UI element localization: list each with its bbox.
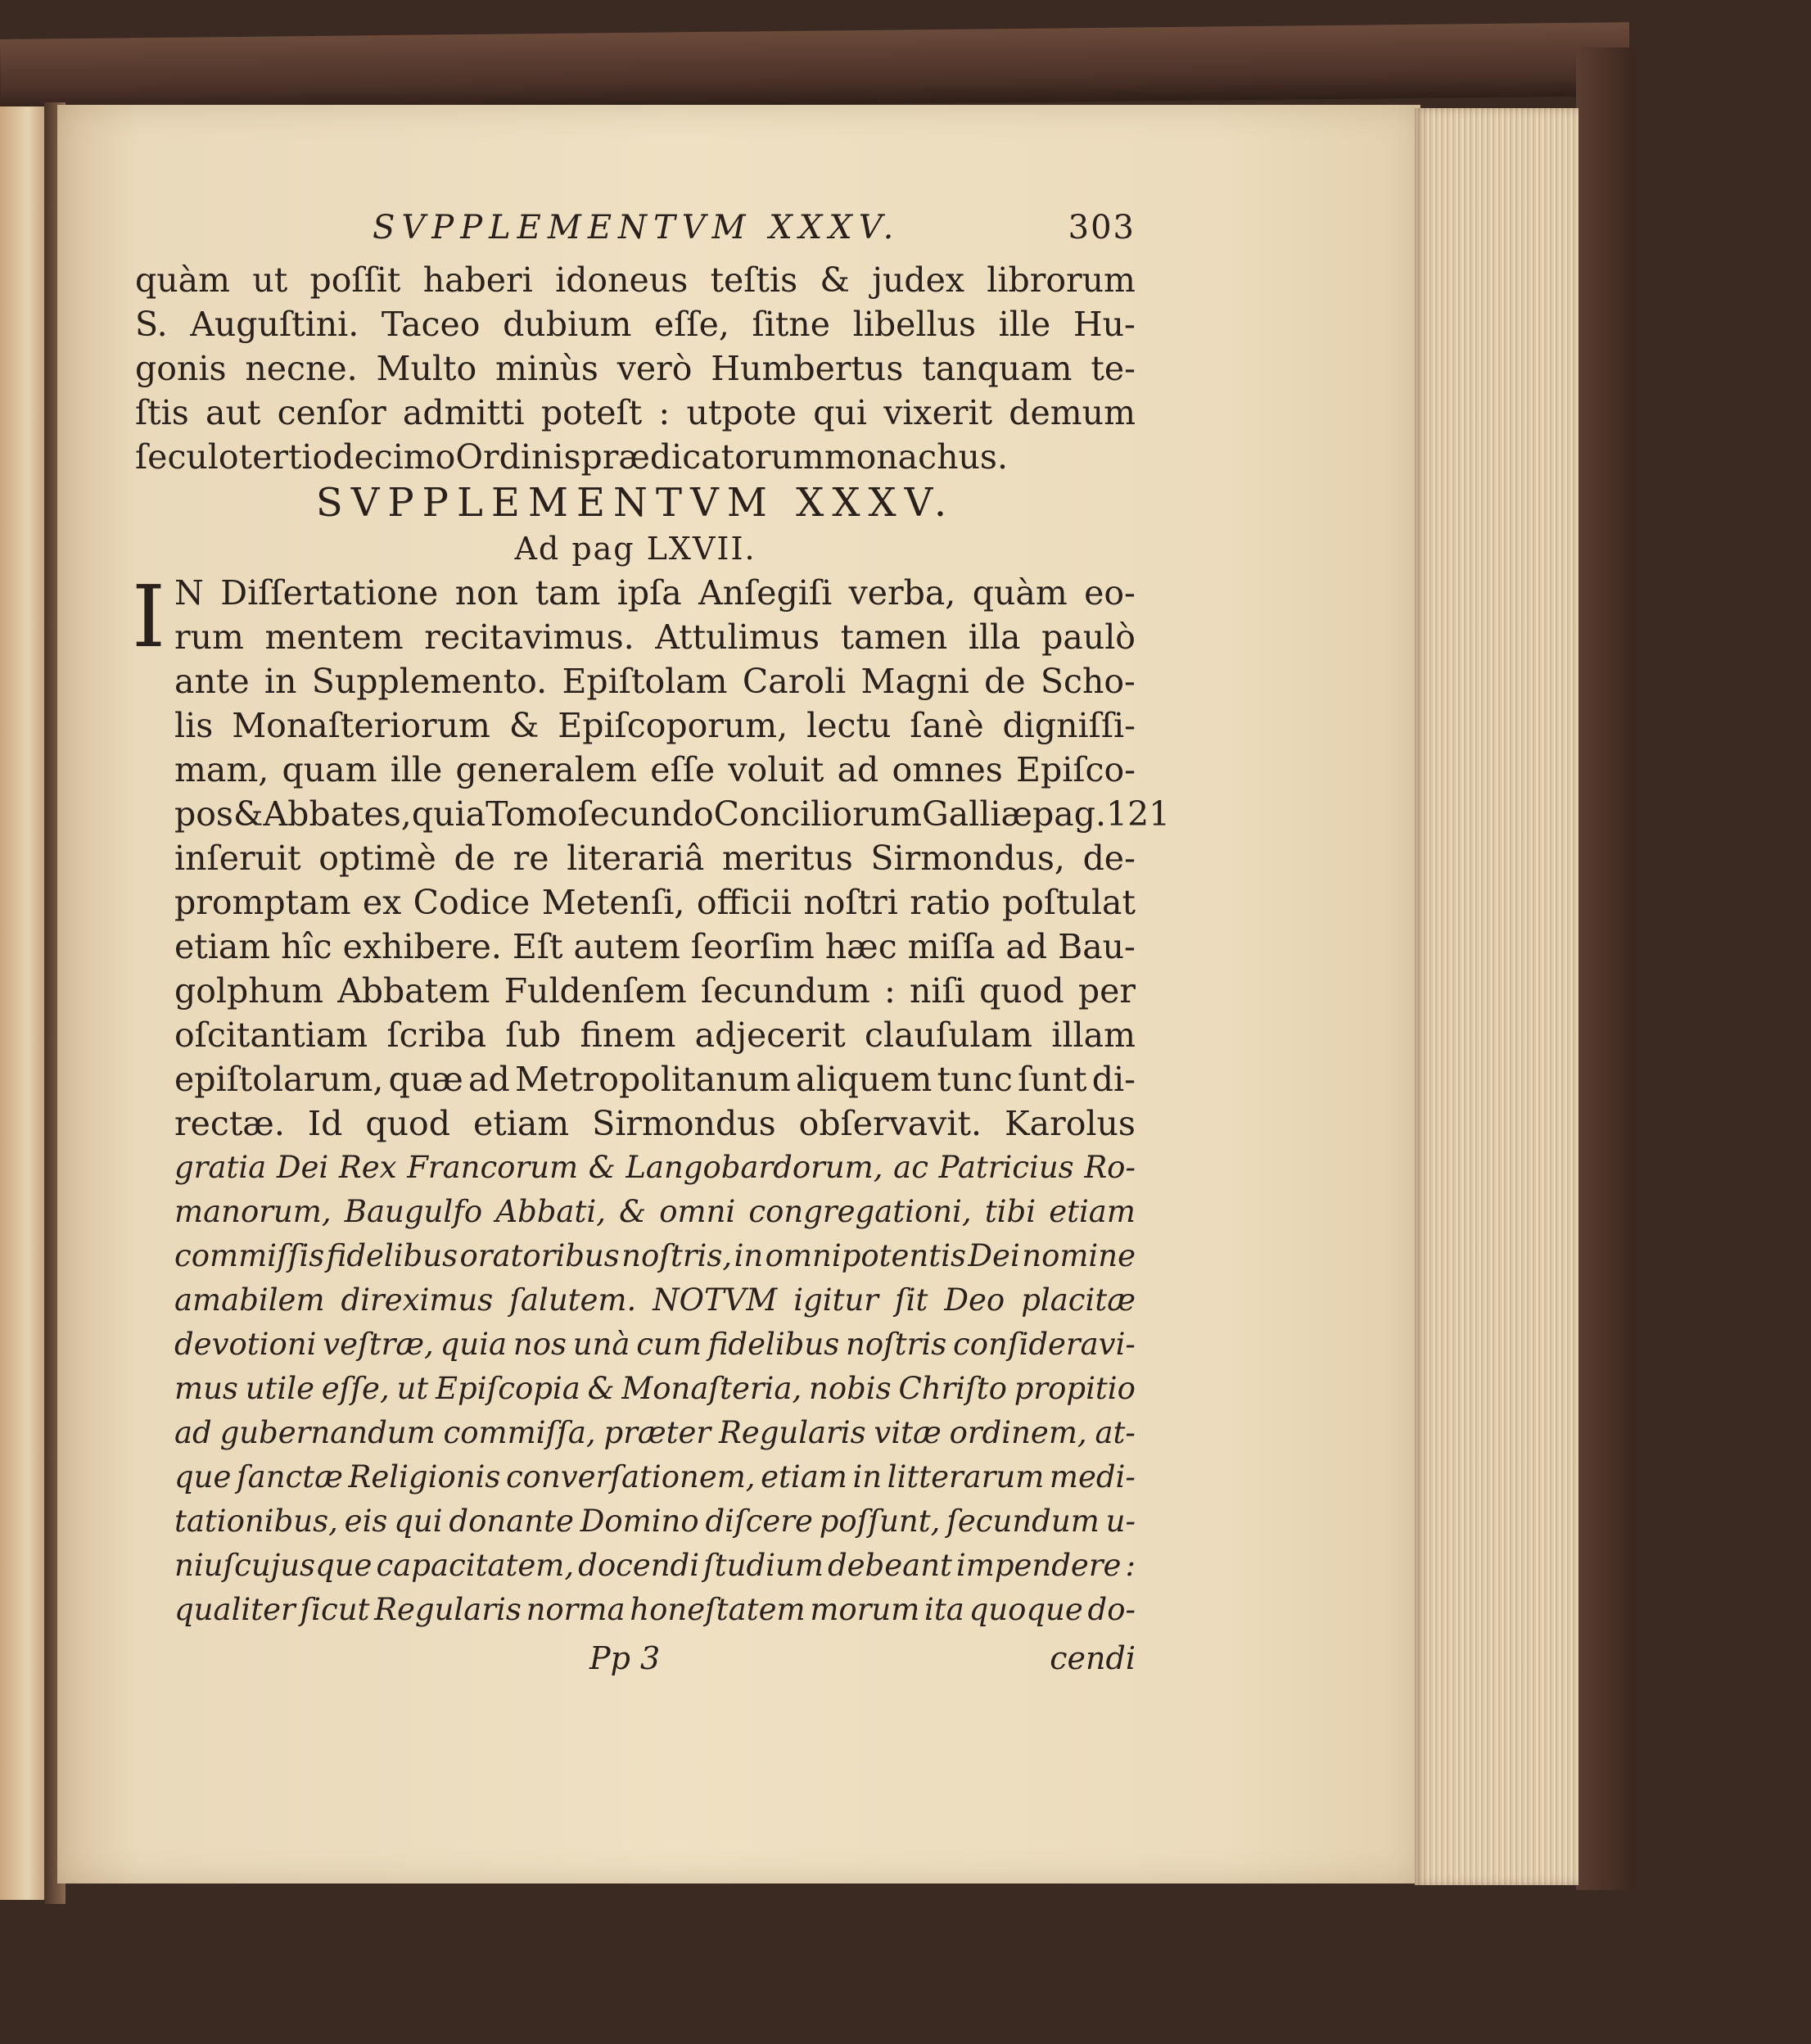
text-line: manorum, Baugulfo Abbati, & omni congregationi, tibi etiam xyxy=(174,1194,1136,1229)
text-line: mam, quam ille generalem eſſe voluit ad omnes Epiſco- xyxy=(174,750,1136,789)
text-line: quàm ut poſſit haberi idoneus teſtis & judex librorum xyxy=(135,260,1136,300)
background-bottom xyxy=(0,1896,1811,2044)
text-line: tationibus, eis qui donante Domino diſcere poſſunt, ſecundum u- xyxy=(174,1504,1136,1539)
signature-mark: Pp 3 xyxy=(589,1640,661,1676)
text-line: gonis necne. Multo minùs verò Humbertus tanquam te- xyxy=(135,349,1136,388)
section-subheading: Ad pag LXVII. xyxy=(514,531,756,567)
text-line: niuſcujusque capacitatem, docendi ſtudium debeant impendere : xyxy=(174,1548,1136,1583)
section-heading: SVPPLEMENTVM XXXV. xyxy=(315,480,955,526)
text-line: rum mentem recitavimus. Attulimus tamen illa paulò xyxy=(174,617,1136,657)
text-line: inſeruit optimè de re literariâ meritus Sirmondus, de- xyxy=(174,839,1136,878)
book-cover-top xyxy=(0,22,1630,113)
text-line: qualiter ſicut Regularis norma honeſtatem morum ita quoque do- xyxy=(174,1592,1136,1627)
text-line: ad gubernandum commiſſa, præter Regularis vitæ ordinem, at- xyxy=(174,1415,1136,1450)
text-line: ſeculo tertiodecimo Ordinis prædicatorum monachus. xyxy=(135,437,1008,477)
text-line: epiſtolarum, quæ ad Metropolitanum aliquem tunc ſunt di- xyxy=(174,1060,1136,1099)
page-stack-fore-edge xyxy=(1415,108,1578,1885)
text-line: rectæ. Id quod etiam Sirmondus obſervavit. Karolus xyxy=(174,1104,1136,1143)
drop-cap-initial: I xyxy=(132,567,166,667)
text-line: lis Monaſteriorum & Epiſcoporum, lectu ſanè digniſſi- xyxy=(174,706,1136,745)
text-line: etiam hîc exhibere. Eſt autem ſeorſim hæc miſſa ad Bau- xyxy=(174,927,1136,966)
page-number: 303 xyxy=(1068,209,1136,246)
paragraph-previous xyxy=(135,258,1136,479)
text-line: ſtis aut cenſor admitti poteſt : utpote qui vixerit demum xyxy=(135,393,1136,432)
paragraph-main xyxy=(132,567,1171,1632)
text-line: S. Auguſtini. Taceo dubium eſſe, ſitne libellus ille Hu- xyxy=(135,305,1136,344)
running-head xyxy=(135,209,1136,258)
catchword: cendi xyxy=(1050,1640,1136,1676)
text-line: ante in Supplemento. Epiſtolam Caroli Magni de Scho- xyxy=(174,662,1136,701)
running-head-title: SVPPLEMENTVM XXXV. xyxy=(373,209,901,246)
text-line: pos & Abbates, quia Tomo ſecundo Conciliorum Galliæ pag. 121 xyxy=(174,794,1171,834)
book-cover-edge xyxy=(1576,47,1635,1890)
page-footer xyxy=(135,1640,1136,1689)
text-line: golphum Abbatem Fuldenſem ſecundum : niſi quod per xyxy=(174,971,1136,1011)
left-page-edge xyxy=(0,106,51,1900)
text-line: mus utile eſſe, ut Epiſcopia & Monaſteria, nobis Chriſto propitio xyxy=(174,1371,1136,1406)
text-line: amabilem direximus ſalutem. NOTVM igitur ſit Deo placitæ xyxy=(174,1282,1136,1318)
page-text-block xyxy=(132,209,1171,1689)
text-line: que ſanctæ Religionis converſationem, etiam in litterarum medi- xyxy=(174,1459,1136,1495)
text-line: oſcitantiam ſcriba ſub finem adjecerit clauſulam illam xyxy=(174,1015,1136,1055)
text-line: devotioni veſtræ, quia nos unà cum fidelibus noſtris conſideravi- xyxy=(174,1327,1136,1362)
text-line: gratia Dei Rex Francorum & Langobardorum, ac Patricius Ro- xyxy=(174,1150,1136,1185)
text-line: promptam ex Codice Metenſi, officii noſtri ratio poſtulat xyxy=(174,883,1136,922)
text-line: N Diſſertatione non tam ipſa Anſegiſi verba, quàm eo- xyxy=(174,573,1136,613)
text-line: commiſſis fidelibus oratoribus noſtris, in omnipotentis Dei nomine xyxy=(174,1238,1136,1273)
